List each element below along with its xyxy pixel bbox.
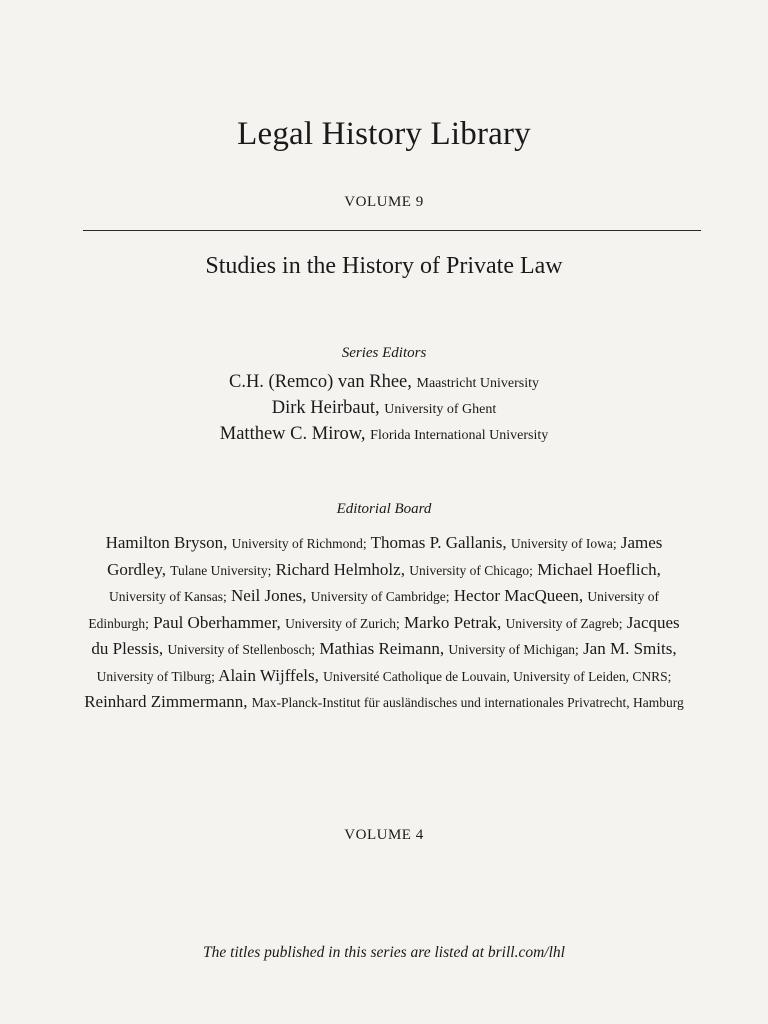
series-editor	[0, 424, 768, 445]
board-member-affiliation: University of Iowa;	[510, 536, 617, 551]
editorial-board-label: Editorial Board	[336, 501, 432, 517]
board-member-affiliation: University of Chicago;	[409, 562, 533, 578]
editor-name: Matthew C. Mirow,	[219, 424, 366, 444]
board-member-name: Neil Jones,	[231, 586, 307, 605]
board-member-affiliation: University of Zurich;	[285, 615, 400, 631]
board-member-affiliation: University of Zagreb;	[505, 615, 623, 631]
board-member-affiliation: University of Edinburgh;	[88, 589, 659, 631]
editor-name: C.H. (Remco) van Rhee,	[228, 372, 412, 392]
board-member-affiliation: Max-Planck-Institut für ausländisches und internationales Privatrecht, Hamburg	[251, 695, 684, 710]
board-member-affiliation: University of Cambridge;	[310, 589, 450, 604]
series-editors-label: Series Editors	[341, 345, 427, 361]
series-editor	[0, 372, 768, 393]
editor-affiliation: Florida International University	[370, 428, 549, 443]
board-member-name: Alain Wijffels,	[218, 665, 319, 685]
board-member-affiliation: University of Kansas;	[109, 589, 227, 604]
volume-number-top: VOLUME 9	[344, 194, 424, 210]
board-member-affiliation: University of Richmond;	[231, 536, 367, 551]
board-member-affiliation: University of Michigan;	[448, 642, 579, 657]
board-member-name: Hamilton Bryson,	[105, 533, 228, 552]
board-member-name: Mathias Reimann,	[319, 639, 445, 658]
board-member-name: Richard Helmholz,	[275, 559, 405, 579]
board-member-affiliation: University of Tilburg;	[96, 668, 215, 684]
editor-name: Dirk Heirbaut,	[271, 398, 380, 418]
series-editor	[0, 398, 768, 419]
editorial-board-list	[84, 530, 684, 716]
volume-number-bottom: VOLUME 4	[344, 827, 424, 843]
subseries-title: Studies in the History of Private Law	[205, 253, 563, 279]
board-member-name: Jacques du Plessis,	[91, 612, 680, 658]
editor-affiliation: University of Ghent	[384, 402, 497, 417]
board-member-name: Hector MacQueen,	[453, 586, 584, 605]
editor-affiliation: Maastricht University	[416, 376, 539, 391]
board-member-name: Paul Oberhammer,	[153, 612, 281, 632]
board-member-name: Thomas P. Gallanis,	[370, 533, 507, 552]
board-member-affiliation: Tulane University;	[170, 562, 272, 578]
board-member-affiliation: Université Catholique de Louvain, University of Leiden, CNRS;	[323, 668, 672, 684]
board-member-name: Reinhard Zimmermann,	[84, 692, 248, 711]
board-member-affiliation: University of Stellenbosch;	[167, 642, 316, 657]
board-member-name: Michael Hoeflich,	[537, 559, 661, 579]
board-member-name: James Gordley,	[107, 533, 663, 579]
board-member-name: Marko Petrak,	[404, 612, 502, 632]
board-member-name: Jan M. Smits,	[583, 639, 677, 658]
library-title: Legal History Library	[237, 116, 531, 152]
series-listing-note: The titles published in this series are listed at brill.com/lhl	[203, 944, 565, 961]
divider-rule	[83, 230, 701, 231]
